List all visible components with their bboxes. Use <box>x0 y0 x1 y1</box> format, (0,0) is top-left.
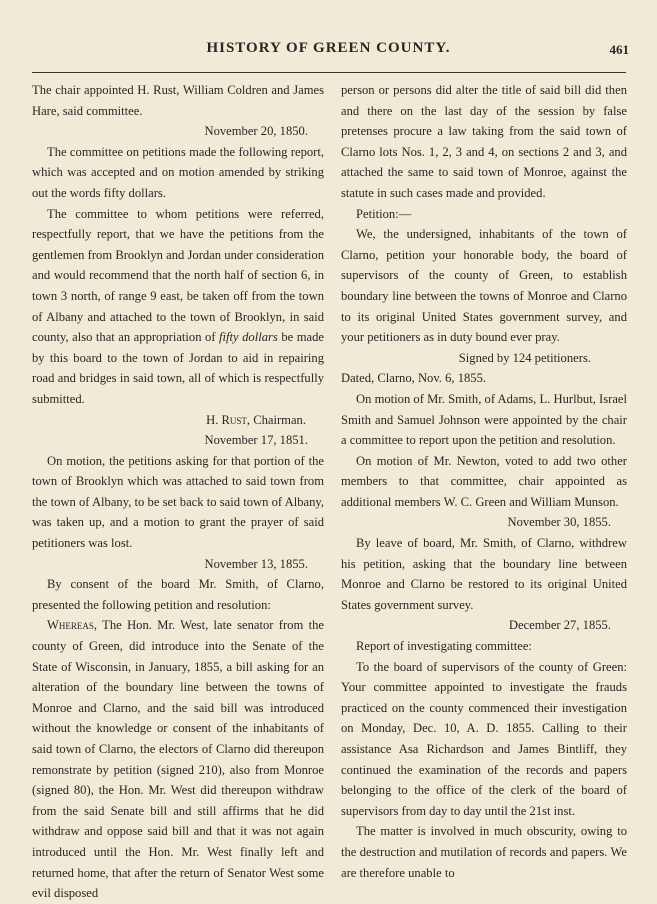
paragraph: On motion of Mr. Smith, of Adams, L. Hurlbut, Israel Smith and Samuel Johnson were appointed by the chair a committee to report upon the petition and resolution. <box>341 391 627 448</box>
paragraph: On motion of Mr. Newton, voted to add two other members to that committee, chair appointed as additional members W. C. Green and William Munson. <box>341 453 627 509</box>
italic-amount: fifty dollars <box>219 330 278 345</box>
running-title: HISTORY OF GREEN COUNTY. <box>206 40 451 56</box>
paragraph: The matter is involved in much obscurity, owing to the destruction and mutilation of records and papers. We are therefore unable to <box>341 824 627 880</box>
date-line: November 30, 1855. <box>507 515 611 530</box>
paragraph: The chair appointed H. Rust, William Coldren and James Hare, said committee. <box>32 83 324 118</box>
page-number: 461 <box>609 42 629 57</box>
header-rule <box>32 72 626 73</box>
paragraph: person or persons did alter the title of said bill did then and there on the last day of the session by false pretenses procure a law taking from the said town of Clarno lots Nos. 1, 2, 3 and 4, on sections 2 and 3, and attached the same to said town of Monroe, against the statute in such cases made and provided. <box>341 83 627 200</box>
left-column <box>32 80 324 904</box>
petition-text: We, the undersigned, inhabitants of the town of Clarno, petition your honorable body, the board of supervisors of the county of Green, to establish boundary line between the towns of Monroe and Clarno to its original United States government survey, and your petitioners as in duty bound ever pray. <box>341 227 627 345</box>
committee-report <box>32 204 324 410</box>
paragraph: Report of investigating committee: <box>356 639 532 654</box>
paragraph: On motion, the petitions asking for that portion of the town of Brooklyn which was attached to said town from the town of Albany, to be set back to said town of Albany, was taken up, and a motion to grant the prayer of said petitioners was lost. <box>32 453 324 551</box>
paragraph: To the board of supervisors of the county of Green: Your committee appointed to investigate the frauds practiced on the county commenced their investigation on Monday, Dec. 10, A. D. 1855. Calling to their assistance Asa Richardson and James Bintliff, they continued the examination of the records and papers belonging to the office of the clerk of the board of supervisors from day to day until the 21st inst. <box>341 659 627 818</box>
signature-title: , Chairman. <box>246 412 306 427</box>
whereas-paragraph <box>32 615 324 903</box>
right-column <box>341 80 627 883</box>
signed-line: Signed by 124 petitioners. <box>458 350 591 365</box>
signature <box>32 410 324 431</box>
paragraph: Petition:— <box>356 206 412 221</box>
dated-line: Dated, Clarno, Nov. 6, 1855. <box>341 371 487 386</box>
paragraph: By consent of the board Mr. Smith, of Clarno, presented the following petition and resolution: <box>32 577 324 612</box>
whereas-text: , The Hon. Mr. West, late senator from the county of Green, did introduce into the Senate of the State of Wisconsin, in January, 1855, a bill asking for an alteration of the boundary line between the towns of Monroe and Clarno, and the said bill was introduced without the knowledge or consent of the inhabitants of said town of Clarno, the electors of Clarno did thereupon remonstrate by petition (signed 210), also from Monroe (signed 80), the Hon. Mr. West did thereupon withdraw from the said Senate bill and still affirms that he did withdraw and oppose said bill and that it was not again introduced until the Hon. Mr. West finally left and returned home, that after the return of Senator West some evil disposed <box>32 618 324 901</box>
date-line: December 27, 1855. <box>508 618 611 633</box>
date-line: November 13, 1855. <box>204 556 308 571</box>
signature-name: H. Rust <box>206 412 247 427</box>
paragraph: By leave of board, Mr. Smith, of Clarno, withdrew his petition, asking that the boundary line between Monroe and Clarno be restored to its original United States government survey. <box>341 536 627 612</box>
report-text: be made by this board to the town of Jordan to aid in repairing road and bridges in said town, all of which is respectfully submitted. <box>32 330 324 406</box>
whereas-word: Whereas <box>47 618 94 633</box>
paragraph: The committee on petitions made the following report, which was accepted and on motion amended by striking out the words fifty dollars. <box>32 144 324 200</box>
page-header <box>0 40 657 64</box>
date-line: November 17, 1851. <box>204 433 308 448</box>
date-line: November 20, 1850. <box>204 124 308 139</box>
report-text: The committee to whom petitions were referred, respectfully report, that we have the petitions from the gentlemen from Brooklyn and Jordan under consideration and would recommend that the north half of section 6, in town 3 north, of range 9 east, be taken off from the town of Albany and attached to the town of Brooklyn, in said county, also that an appropriation of <box>32 206 324 345</box>
